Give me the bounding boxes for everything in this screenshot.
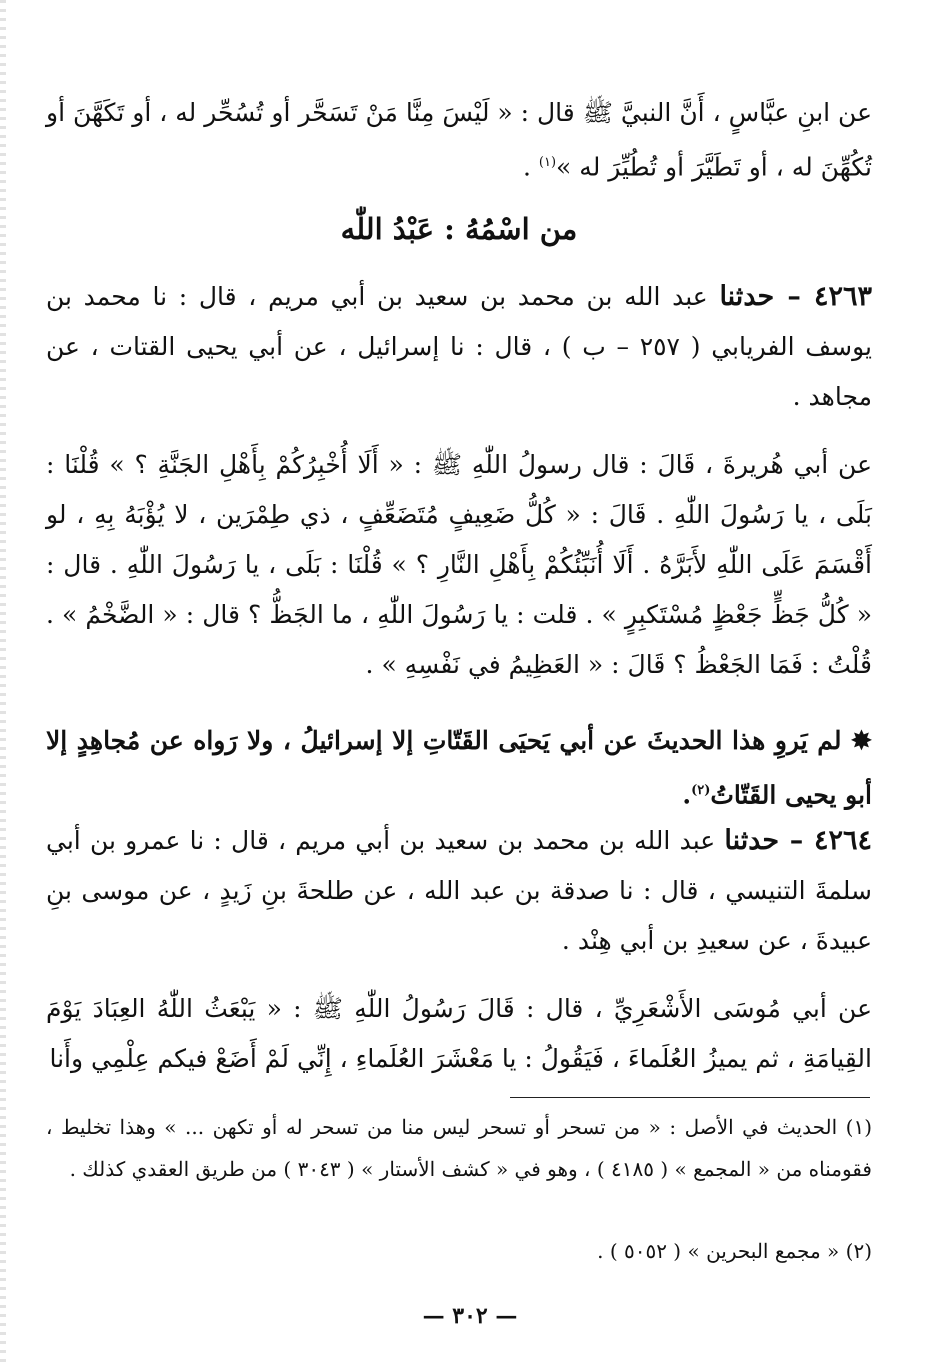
hadith-number-4263: ٤٢٦٣ – حدثنا: [719, 281, 873, 312]
page-number: — ٣٠٢ —: [422, 1303, 518, 1329]
comment-text-end: .: [682, 780, 692, 810]
isnad-text-4264: عبد الله بن محمد بن سعيد بن أبي مريم ، قال : نا عمرو بن أبي سلمةَ التنيسي ، قال : نا صدقة بن عبد الله ، عن طلحةَ بنِ زَيدٍ ، عن موسى بنِ عبيدةَ ، عن سعيدِ بن أبي هِنْد .: [46, 826, 872, 955]
hadith-text-1: عن ابنِ عبَّاسٍ ، أَنَّ النبيَّ ﷺ قال : « لَيْسَ مِنَّا مَنْ تَسَحَّر أو تُسُحِّر له ، أو تَكَهَّنَ أو تُكُهِّنَ له ، أو تَطَيَّرَ أو تُطُيِّرَ له »: [46, 98, 872, 182]
hadith-4264-matn: [46, 984, 872, 1084]
hadith-text-1-end: .: [523, 152, 539, 182]
hadith-4264-isnad: [46, 816, 872, 966]
page-edge-decoration: [0, 0, 6, 1367]
isnad-text-4263: عبد الله بن محمد بن سعيد بن أبي مريم ، قال : نا محمد بن يوسف الفريابي ( ٢٥٧ – ب ) ، قال : نا إسرائيل ، عن أبي يحيى القتات ، عن مجاهد .: [46, 282, 873, 411]
hadith-number-4264: ٤٢٦٤ – حدثنا: [724, 825, 872, 856]
footnote-2: (٢) « مجمع البحرين » ( ٥٠٥٢ ) .: [597, 1239, 872, 1263]
section-heading: من اسْمُهُ : عَبْدُ اللّٰه: [340, 212, 578, 246]
matn-text-4263: عن أبي هُريرةَ ، قَالَ : قال رسولُ اللّٰهِ ﷺ : « أَلَا أُخْبِرُكُمْ بِأَهْلِ الجَنَّةِ ؟ » قُلْنَا : بَلَى ، يا رَسُولَ اللّٰهِ . قَالَ : « كُلُّ ضَعِيفٍ مُتَضَعِّفٍ ، ذي طِمْرَين ، لا يُؤْبَهُ بِهِ ، لو أَقْسَمَ عَلَى اللّٰهِ لأَبَرَّهُ . أَلَا أُنَبِّئُكُمْ بِأَهْلِ النَّارِ ؟ » قُلْنَا : بَلَى ، يا رَسُولَ اللّٰهِ . قال : « كُلُّ جَظٍّ جَعْظٍ مُسْتَكبِرٍ » . قلت : يا رَسُولَ اللّٰهِ ، ما الجَظُّ ؟ قال : « الضَّخْمُ » . قُلْتُ : فَمَا الجَعْظُ ؟ قَالَ : « العَظِيمُ في نَفْسِهِ » .: [46, 450, 872, 679]
comment-text: ✸ لم يَروِ هذا الحديثَ عن أبي يَحيَى القَتّاتِ إلا إسرائيلُ ، ولا رَواه عن مُجاهِدٍ إلا أبو يحيى القَتّاتُ: [46, 726, 872, 810]
matn-text-4264: عن أبي مُوسَى الأَشْعَرِيِّ ، قال : قَالَ رَسُولُ اللّٰهِ ﷺ : « يَبْعَثُ اللّٰهُ العِبَادَ يَوْمَ القِيامَةِ ، ثم يميزُ العُلَماءَ ، فَيَقُولُ : يا مَعْشَرَ العُلَماءِ ، إِنِّي لَمْ أَضَعْ فيكم عِلْمِي وأَنا: [46, 994, 872, 1073]
hadith-4263-isnad: [46, 272, 872, 422]
hadith-4263-matn: [46, 440, 872, 690]
footnote-1: (١) الحديث في الأصل : « من تسحر أو تسحر ليس منا من تسحر له أو تكهن ... » وهذا تخليط ، فقومناه من « المجمع » ( ٤١٨٥ ) ، وهو في « كشف الأستار » ( ٣٠٤٣ ) من طريق العقدي كذلك .: [46, 1115, 872, 1181]
editor-comment: [46, 716, 872, 820]
footnote-marker-2: (٢): [691, 783, 711, 798]
hadith-paragraph-1: [46, 88, 872, 192]
footnote-marker-1: (١): [538, 155, 557, 170]
footnote-divider: [510, 1097, 870, 1098]
